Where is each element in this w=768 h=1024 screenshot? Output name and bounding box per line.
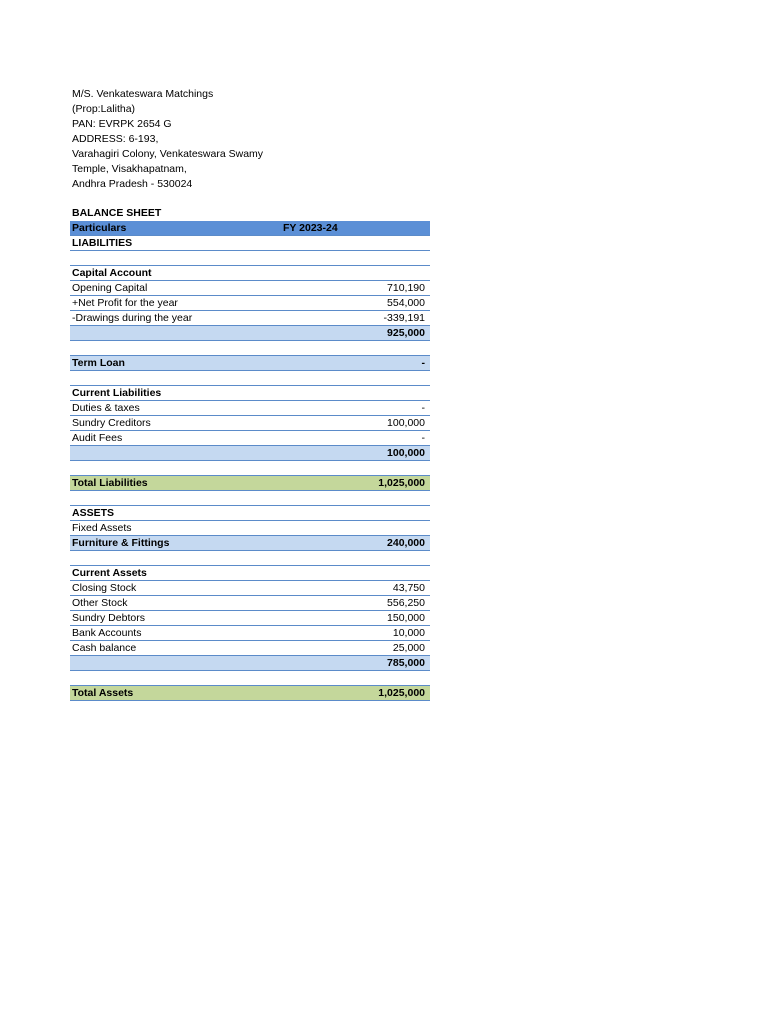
row-label [70,461,280,476]
row-amount: - [280,431,430,446]
row-amount [280,341,430,356]
row-amount: 785,000 [280,656,430,671]
row-label: Total Liabilities [70,476,280,491]
row-label: ASSETS [70,506,280,521]
row-label: LIABILITIES [70,236,280,251]
table-row [70,461,430,476]
table-row [70,611,430,626]
period-header: FY 2023-24 [280,221,430,236]
table-row [70,491,430,506]
row-label: Duties & taxes [70,401,280,416]
table-row [70,416,430,431]
row-amount: 25,000 [280,641,430,656]
row-amount [280,371,430,386]
table-row [70,401,430,416]
row-label: Bank Accounts [70,626,280,641]
sheet-title: BALANCE SHEET [72,207,162,219]
table-row [70,371,430,386]
table-row [70,476,430,491]
address-line-1: ADDRESS: 6-193, [72,133,159,145]
row-label: Term Loan [70,356,280,371]
row-amount [280,521,430,536]
row-amount [280,491,430,506]
row-amount [280,506,430,521]
row-label [70,446,280,461]
row-amount: 100,000 [280,446,430,461]
row-amount: 43,750 [280,581,430,596]
table-row [70,281,430,296]
row-label [70,326,280,341]
row-amount [280,251,430,266]
table-row [70,686,430,701]
table-row [70,251,430,266]
row-label [70,671,280,686]
row-amount [280,386,430,401]
row-label: -Drawings during the year [70,311,280,326]
row-label: Capital Account [70,266,280,281]
row-label: Sundry Debtors [70,611,280,626]
row-amount [280,551,430,566]
address-line-4: Andhra Pradesh - 530024 [72,178,193,190]
row-amount: 556,250 [280,596,430,611]
company-header [72,87,263,192]
row-label: Audit Fees [70,431,280,446]
row-label: Closing Stock [70,581,280,596]
row-label: Current Assets [70,566,280,581]
row-label [70,656,280,671]
row-amount: 150,000 [280,611,430,626]
table-row [70,506,430,521]
row-amount: 10,000 [280,626,430,641]
table-header-row [70,221,430,236]
row-label [70,341,280,356]
table-row [70,536,430,551]
table-row [70,521,430,536]
table-row [70,596,430,611]
row-amount: 1,025,000 [280,476,430,491]
row-amount: 1,025,000 [280,686,430,701]
table-row [70,656,430,671]
table-row [70,626,430,641]
row-label [70,251,280,266]
row-label: Total Assets [70,686,280,701]
row-label: Cash balance [70,641,280,656]
table-row [70,236,430,251]
table-row [70,641,430,656]
table-row [70,341,430,356]
row-amount [280,236,430,251]
row-amount [280,461,430,476]
table-row [70,551,430,566]
row-label: Opening Capital [70,281,280,296]
balance-sheet-table [70,221,430,701]
row-label: Other Stock [70,596,280,611]
table-row [70,581,430,596]
row-label [70,491,280,506]
row-label: Fixed Assets [70,521,280,536]
particulars-header: Particulars [70,221,280,236]
table-row [70,311,430,326]
row-label: Sundry Creditors [70,416,280,431]
row-label: Furniture & Fittings [70,536,280,551]
table-row [70,356,430,371]
table-row [70,386,430,401]
table-row [70,326,430,341]
row-amount [280,266,430,281]
table-row [70,431,430,446]
row-amount: 240,000 [280,536,430,551]
row-amount: -339,191 [280,311,430,326]
row-label: Current Liabilities [70,386,280,401]
row-amount: 554,000 [280,296,430,311]
table-row [70,566,430,581]
row-amount [280,671,430,686]
row-label: +Net Profit for the year [70,296,280,311]
row-amount [280,566,430,581]
proprietor: (Prop:Lalitha) [72,103,136,115]
address-line-2: Varahagiri Colony, Venkateswara Swamy [72,148,264,160]
row-label [70,551,280,566]
table-row [70,446,430,461]
table-row [70,296,430,311]
table-row [70,671,430,686]
row-amount: 925,000 [280,326,430,341]
table-row [70,266,430,281]
row-amount: 100,000 [280,416,430,431]
row-label [70,371,280,386]
row-amount: 710,190 [280,281,430,296]
row-amount: - [280,401,430,416]
row-amount: - [280,356,430,371]
address-line-3: Temple, Visakhapatnam, [72,163,187,175]
company-name: M/S. Venkateswara Matchings [72,88,214,100]
pan-number: PAN: EVRPK 2654 G [72,118,172,130]
